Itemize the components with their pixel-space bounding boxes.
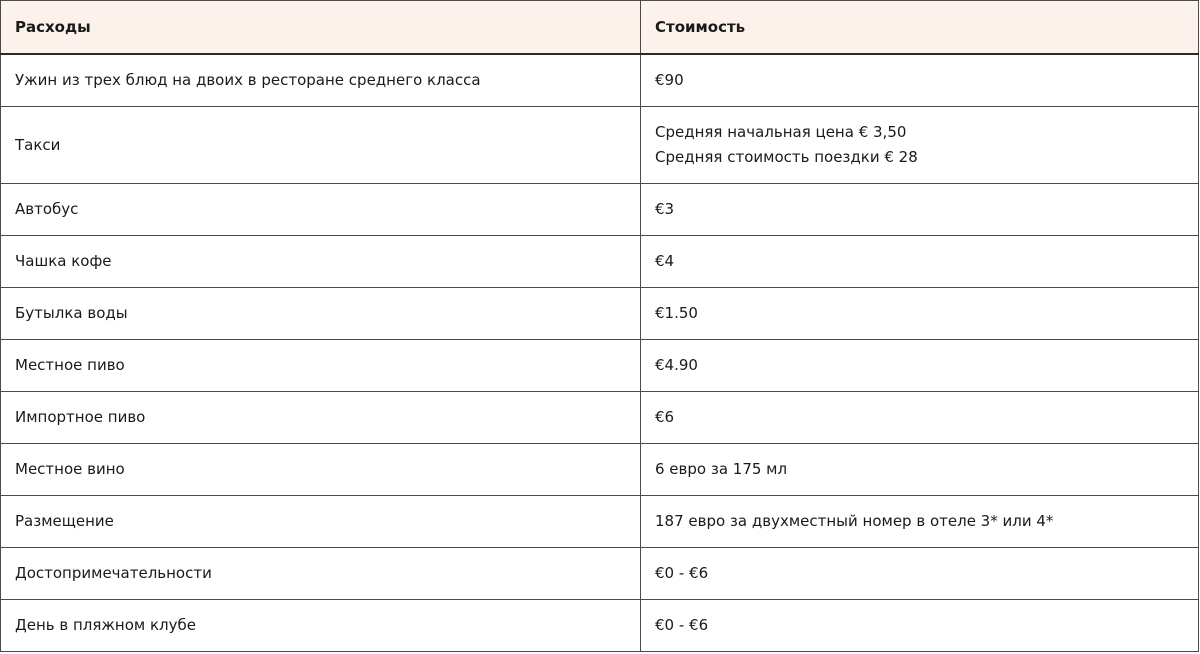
- cost-line: €0 - €6: [655, 564, 709, 582]
- expense-cell: День в пляжном клубе: [1, 600, 641, 652]
- expense-cell: Автобус: [1, 184, 641, 236]
- expense-cell: Импортное пиво: [1, 392, 641, 444]
- table-row: [1, 548, 1199, 600]
- cost-line: 187 евро за двухместный номер в отеле 3* или 4*: [655, 512, 1054, 530]
- cost-cell: [641, 54, 1199, 107]
- expense-cell: Достопримечательности: [1, 548, 641, 600]
- expense-cell: Чашка кофе: [1, 236, 641, 288]
- table-row: [1, 444, 1199, 496]
- cost-line: Средняя стоимость поездки € 28: [655, 148, 918, 166]
- cost-cell: [641, 236, 1199, 288]
- cost-line: Средняя начальная цена € 3,50: [655, 123, 907, 141]
- cost-line: €6: [655, 408, 675, 426]
- cost-cell: [641, 184, 1199, 236]
- expense-cell: Бутылка воды: [1, 288, 641, 340]
- cost-cell: [641, 392, 1199, 444]
- cost-cell: [641, 288, 1199, 340]
- cost-line: €90: [655, 71, 684, 89]
- table-row: [1, 54, 1199, 107]
- expense-cell: Размещение: [1, 496, 641, 548]
- table-row: [1, 496, 1199, 548]
- table-row: [1, 236, 1199, 288]
- cost-cell: [641, 107, 1199, 184]
- cost-line: 6 евро за 175 мл: [655, 460, 788, 478]
- cost-cell: [641, 444, 1199, 496]
- cost-cell: [641, 496, 1199, 548]
- header-cost: Стоимость: [641, 1, 1199, 55]
- table-row: [1, 107, 1199, 184]
- cost-line: €0 - €6: [655, 616, 709, 634]
- cost-cell: [641, 340, 1199, 392]
- table-row: [1, 184, 1199, 236]
- cost-line: €4.90: [655, 356, 698, 374]
- cost-line: €3: [655, 200, 675, 218]
- cost-line: €4: [655, 252, 675, 270]
- expense-cell: Местное пиво: [1, 340, 641, 392]
- cost-line: €1.50: [655, 304, 698, 322]
- expense-cell: Местное вино: [1, 444, 641, 496]
- table-header-row: [1, 1, 1199, 55]
- expense-cell: Такси: [1, 107, 641, 184]
- table-row: [1, 340, 1199, 392]
- header-expense: Расходы: [1, 1, 641, 55]
- table-row: [1, 288, 1199, 340]
- cost-cell: [641, 600, 1199, 652]
- expense-cell: Ужин из трех блюд на двоих в ресторане среднего класса: [1, 54, 641, 107]
- table-row: [1, 600, 1199, 652]
- table-row: [1, 392, 1199, 444]
- cost-cell: [641, 548, 1199, 600]
